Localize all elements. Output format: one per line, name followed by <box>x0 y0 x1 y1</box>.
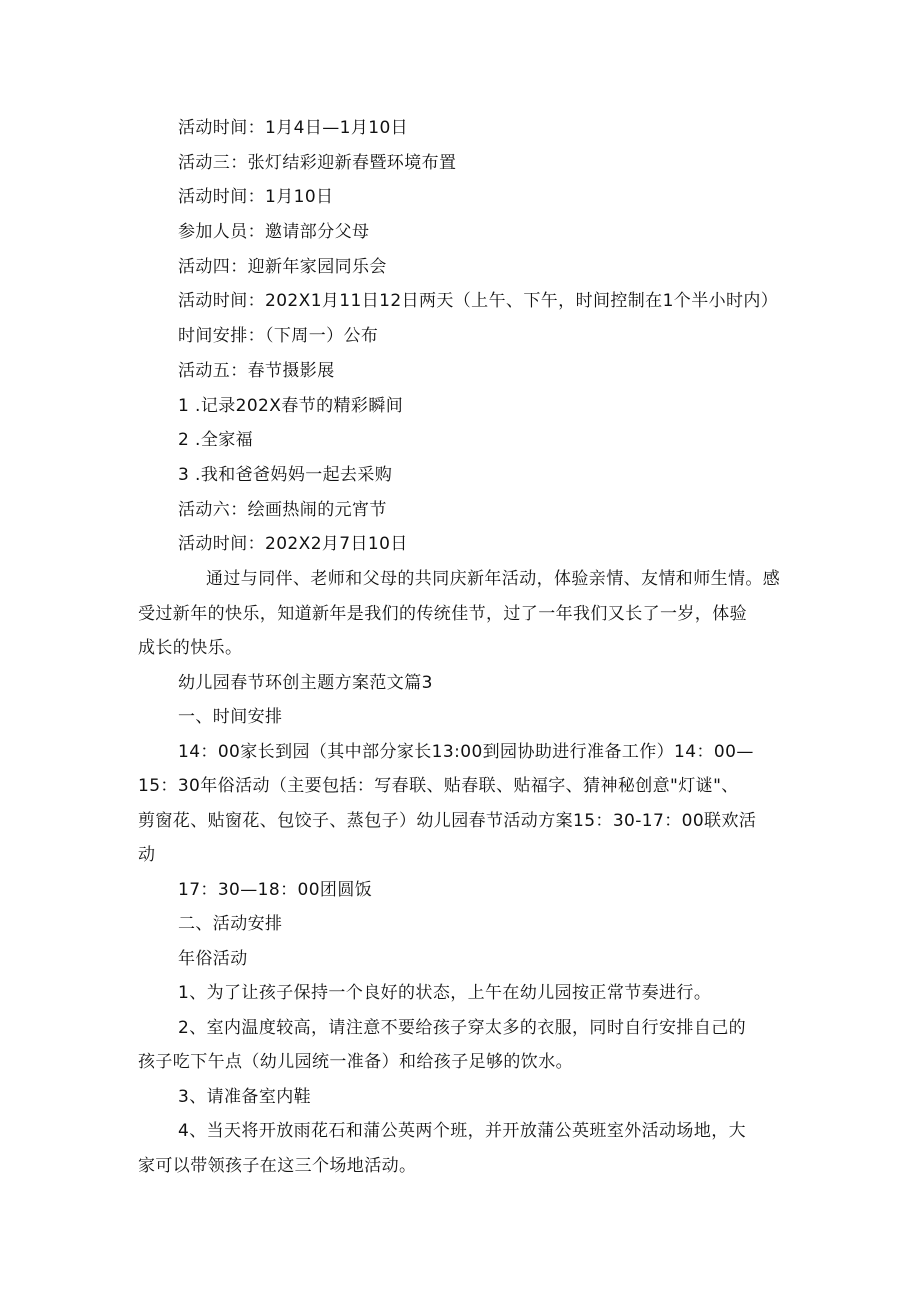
heading-activity-schedule: 二、活动安排 <box>178 914 283 934</box>
time-paragraph-line: 15：30年俗活动（主要包括：写春联、贴春联、贴福字、猜神秘创意"灯谜"、 <box>138 776 739 796</box>
note-item: 2、室内温度较高，请注意不要给孩子穿太多的衣服，同时自行安排自己的 <box>178 1018 747 1038</box>
schedule-line: 时间安排：（下周一）公布 <box>178 326 379 346</box>
summary-paragraph-line: 受过新年的快乐，知道新年是我们的传统佳节，过了一年我们又长了一岁，体验 <box>138 604 747 624</box>
activity-four-title: 活动四：迎新年家园同乐会 <box>178 257 387 277</box>
note-item: 4、当天将开放雨花石和蒲公英两个班，并开放蒲公英班室外活动场地，大 <box>178 1121 747 1141</box>
summary-paragraph-line: 通过与同伴、老师和父母的共同庆新年活动，体验亲情、友情和师生情。感 <box>206 569 781 589</box>
list-item: 2 .全家福 <box>178 430 254 450</box>
list-item: 1 .记录202X春节的精彩瞬间 <box>178 396 404 416</box>
subheading-custom-activity: 年俗活动 <box>178 949 248 969</box>
list-item: 3 .我和爸爸妈妈一起去采购 <box>178 465 393 485</box>
activity-time-line: 活动时间：202X1月11日12日两天（上午、下午，时间控制在1个半小时内） <box>178 291 779 311</box>
note-item-continued: 孩子吃下午点（幼儿园统一准备）和给孩子足够的饮水。 <box>138 1052 573 1072</box>
activity-three-title: 活动三：张灯结彩迎新春暨环境布置 <box>178 153 457 173</box>
activity-time-line: 活动时间：1月4日—1月10日 <box>178 118 409 138</box>
time-paragraph-line: 剪窗花、贴窗花、包饺子、蒸包子）幼儿园春节活动方案15：30-17：00联欢活 <box>138 811 757 831</box>
activity-time-line: 活动时间：202X2月7日10日 <box>178 534 408 554</box>
dinner-time-line: 17：30—18：00团圆饭 <box>178 880 373 900</box>
activity-time-line: 活动时间：1月10日 <box>178 187 334 207</box>
note-item-continued: 家可以带领孩子在这三个场地活动。 <box>138 1156 417 1176</box>
summary-paragraph-line: 成长的快乐。 <box>138 638 243 658</box>
time-paragraph-line: 14：00家长到园（其中部分家长13:00到园协助进行准备工作）14：00— <box>178 742 754 762</box>
activity-five-title: 活动五：春节摄影展 <box>178 361 335 381</box>
note-item: 1、为了让孩子保持一个良好的状态，上午在幼儿园按正常节奏进行。 <box>178 983 712 1003</box>
section-title: 幼儿园春节环创主题方案范文篇3 <box>178 673 433 693</box>
heading-time-schedule: 一、时间安排 <box>178 707 283 727</box>
activity-six-title: 活动六：绘画热闹的元宵节 <box>178 500 387 520</box>
participants-line: 参加人员：邀请部分父母 <box>178 222 370 242</box>
time-paragraph-line: 动 <box>138 845 156 865</box>
note-item: 3、请准备室内鞋 <box>178 1087 312 1107</box>
